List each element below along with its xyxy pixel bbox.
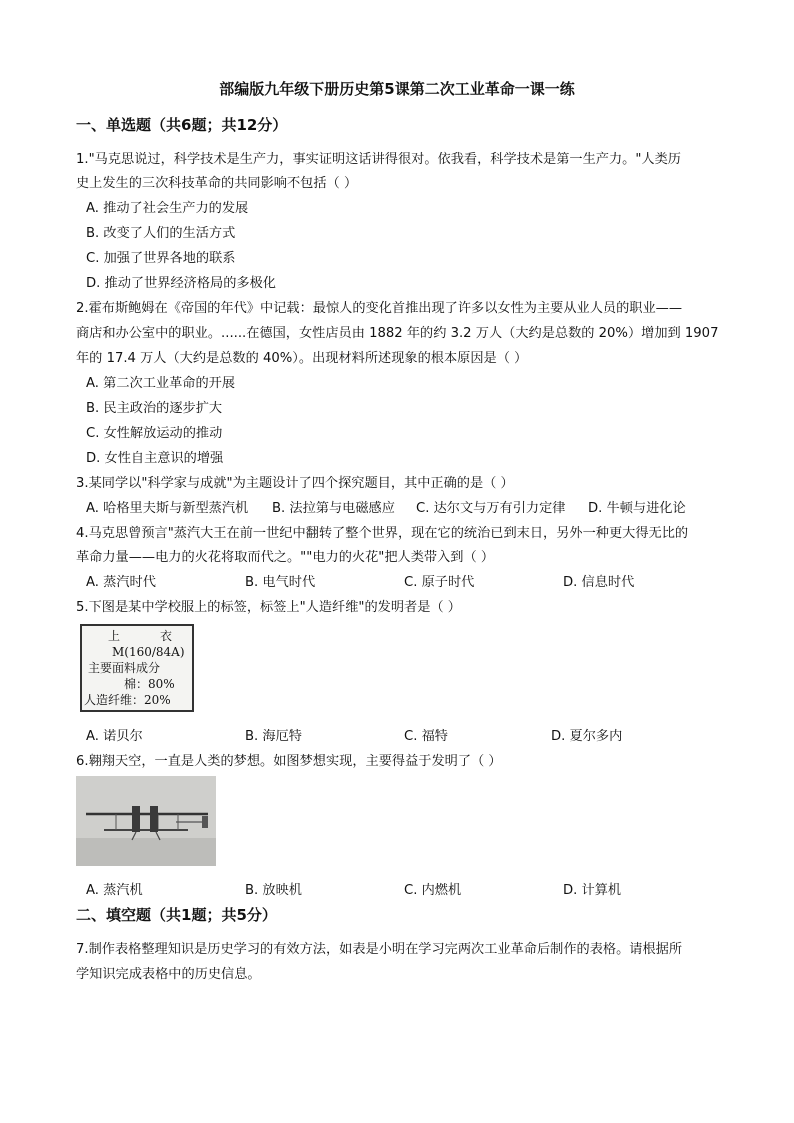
tag-text-artificial-fiber: 人造纤维：20% [84, 693, 171, 707]
question-3-option-c: C. 达尔文与万有引力定律 [416, 501, 566, 516]
question-1-option-d: D. 推动了世界经济格局的多极化 [86, 276, 276, 291]
question-3-option-a: A. 哈格里夫斯与新型蒸汽机 [86, 501, 249, 516]
question-1-text: 1."马克思说过，科学技术是生产力，事实证明这话讲得很对。依我看，科学技术是第一生产力。"人类历 [76, 152, 681, 167]
question-1-text-cont: 史上发生的三次科技革命的共同影响不包括（ ） [76, 176, 358, 191]
question-5-option-c: C. 福特 [404, 729, 448, 744]
question-3-option-d: D. 牛顿与进化论 [588, 501, 686, 516]
question-2-text-cont2: 年的 17.4 万人（大约是总数的 40%）。出现材料所述现象的根本原因是（ ） [76, 351, 528, 366]
tag-text-fabric: 主要面料成分 [88, 661, 161, 675]
section-heading-fill-blank: 二、填空题（共1题；共5分） [76, 906, 277, 924]
question-7-text: 7.制作表格整理知识是历史学习的有效方法，如表是小明在学习完两次工业革命后制作的表格。请根据所 [76, 942, 683, 957]
question-6-option-c: C. 内燃机 [404, 883, 462, 898]
question-2-text: 2.霍布斯鲍姆在《帝国的年代》中记载：最惊人的变化首推出现了许多以女性为主要从业人员的职业—— [76, 301, 683, 316]
question-2-option-a: A. 第二次工业革命的开展 [86, 376, 236, 391]
question-5-option-d: D. 夏尔多内 [551, 729, 623, 744]
question-2-option-c: C. 女性解放运动的推动 [86, 426, 223, 441]
question-3-option-b: B. 法拉第与电磁感应 [272, 501, 395, 516]
question-4-text: 4.马克思曾预言"蒸汽大王在前一世纪中翻转了整个世界，现在它的统治已到末日，另外一种更大得无比的 [76, 526, 689, 541]
tag-text-size: M(160/84A) [112, 645, 185, 659]
tag-text-yi: 衣 [160, 629, 173, 643]
section-heading-single-choice: 一、单选题（共6题；共12分） [76, 116, 288, 134]
document-title: 部编版九年级下册历史第5课第二次工业革命一课一练 [219, 80, 575, 98]
question-2-option-d: D. 女性自主意识的增强 [86, 451, 224, 466]
airplane-illustration [76, 776, 216, 866]
question-6-option-a: A. 蒸汽机 [86, 883, 143, 898]
question-7-text-cont: 学知识完成表格中的历史信息。 [76, 967, 261, 982]
question-2-option-b: B. 民主政治的逐步扩大 [86, 401, 223, 416]
question-4-text-cont: 革命力量——电力的火花将取而代之。""电力的火花"把人类带入到（ ） [76, 550, 495, 565]
question-4-option-a: A. 蒸汽时代 [86, 575, 156, 590]
question-6-option-b: B. 放映机 [245, 883, 302, 898]
tag-text-shang: 上 [108, 629, 121, 643]
question-4-option-c: C. 原子时代 [404, 575, 475, 590]
question-1-option-b: B. 改变了人们的生活方式 [86, 226, 236, 241]
tag-text-cotton: 棉：80% [124, 677, 175, 691]
question-6-text: 6.翱翔天空，一直是人类的梦想。如图梦想实现，主要得益于发明了（ ） [76, 754, 502, 769]
question-1-option-a: A. 推动了社会生产力的发展 [86, 201, 249, 216]
question-2-text-cont: 商店和办公室中的职业。......在德国，女性店员由 1882 年的约 3.2 万人（大约是总数的 20%）增加到 1907 [76, 326, 719, 341]
question-4-option-d: D. 信息时代 [563, 575, 635, 590]
question-5-option-a: A. 诺贝尔 [86, 729, 143, 744]
clothing-tag-image [80, 624, 194, 712]
question-3-text: 3.某同学以"科学家与成就"为主题设计了四个探究题目，其中正确的是（ ） [76, 476, 514, 491]
early-airplane-photo [76, 776, 216, 866]
question-6-option-d: D. 计算机 [563, 883, 622, 898]
question-5-option-b: B. 海厄特 [245, 729, 302, 744]
question-1-option-c: C. 加强了世界各地的联系 [86, 251, 236, 266]
question-4-option-b: B. 电气时代 [245, 575, 316, 590]
question-5-text: 5.下图是某中学校服上的标签，标签上"人造纤维"的发明者是（ ） [76, 600, 461, 615]
